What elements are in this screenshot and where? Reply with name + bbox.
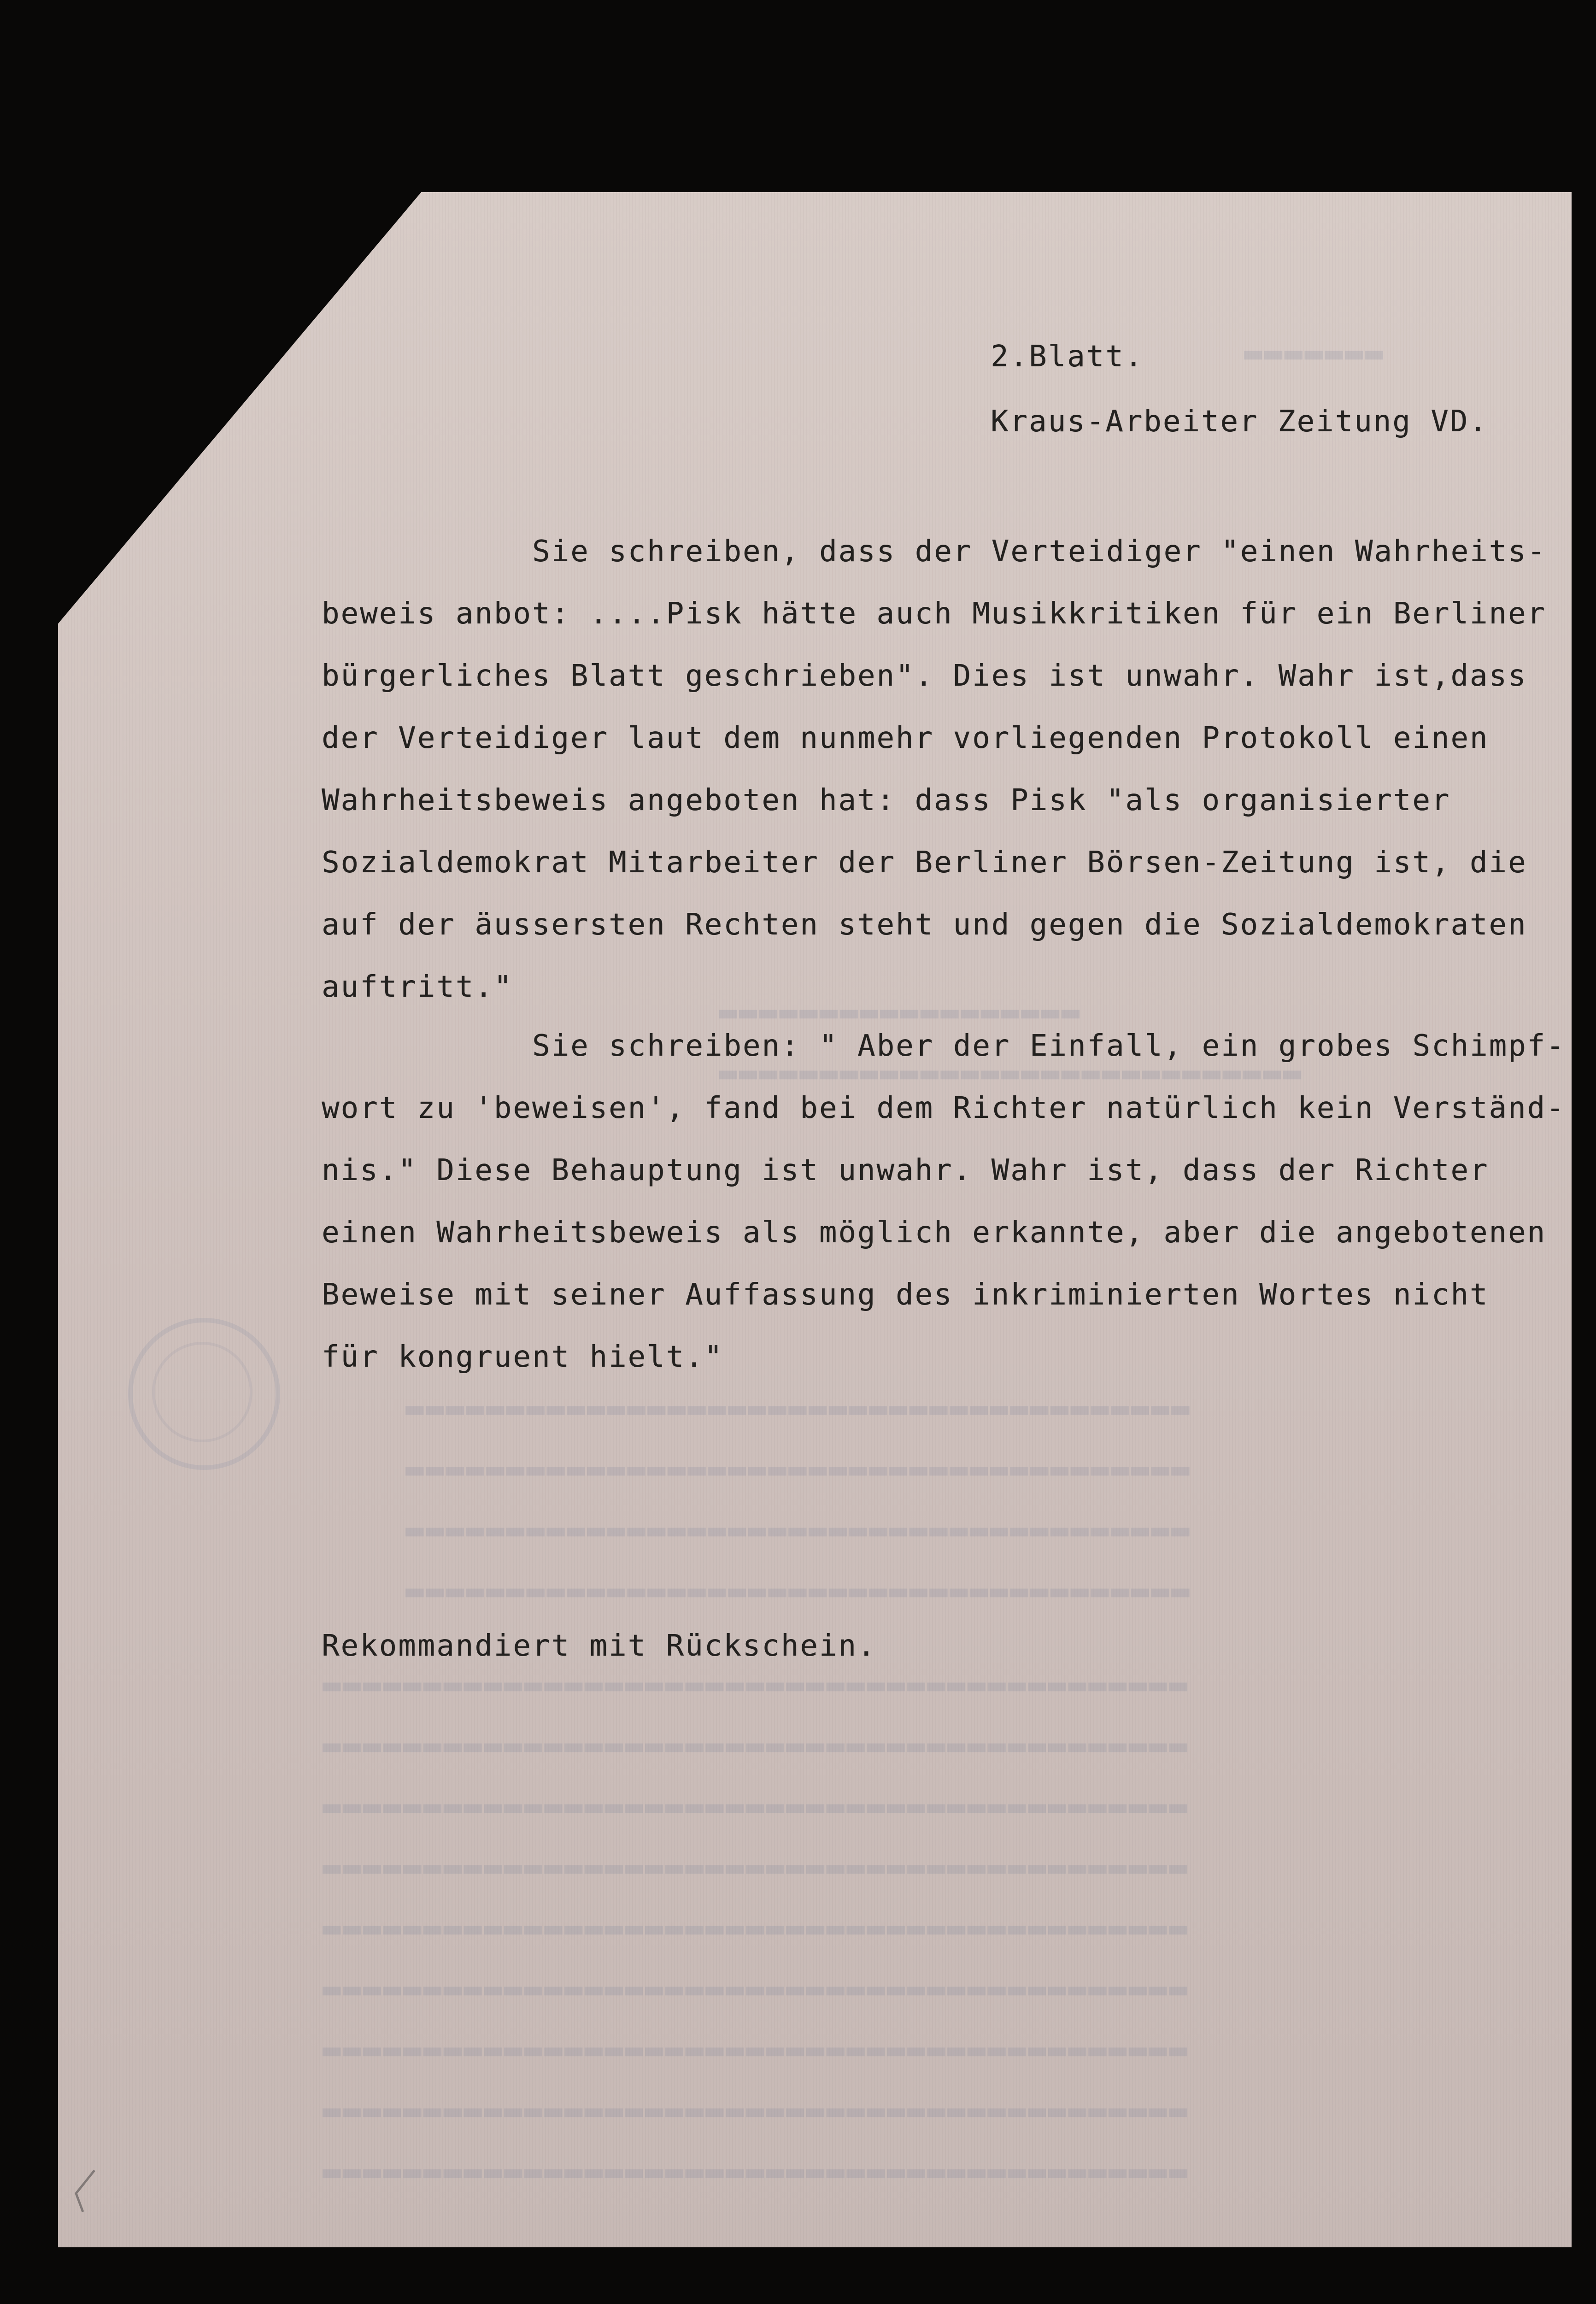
registered-mail-note: Rekommandiert mit Rückschein. <box>322 1629 877 1663</box>
paragraph-2-line: Sie schreiben: " Aber der Einfall, ein grobes Schimpf- <box>532 1029 1566 1063</box>
paragraph-2-line: wort zu 'beweisen', fand bei dem Richter natürlich kein Verständ- <box>322 1091 1566 1125</box>
bleed-through-text: ▬▬▬▬▬▬▬▬▬▬▬▬▬▬▬▬▬▬▬▬▬▬▬▬▬▬▬▬▬▬▬▬▬▬▬▬▬▬▬▬▬▬▬ ▬▬▬▬▬▬▬▬▬▬▬▬▬▬▬▬▬▬▬▬▬▬▬▬▬▬▬▬▬▬▬▬▬▬▬▬▬▬▬▬▬▬▬ ▬▬▬▬▬▬▬▬▬▬▬▬▬▬▬▬▬▬▬▬▬▬▬▬▬▬▬▬▬▬▬▬▬▬▬▬▬▬▬▬▬▬▬ ▬▬▬▬▬▬▬▬▬▬▬▬▬▬▬▬▬▬▬▬▬▬▬▬▬▬▬▬▬▬▬▬▬▬▬▬▬▬▬▬▬▬▬ ▬▬▬▬▬▬▬▬▬▬▬▬▬▬▬▬▬▬▬▬▬▬▬▬▬▬▬▬▬▬▬▬▬▬▬▬▬▬▬▬▬▬▬ ▬▬▬▬▬▬▬▬▬▬▬▬▬▬▬▬▬▬▬▬▬▬▬▬▬▬▬▬▬▬▬▬▬▬▬▬▬▬▬▬▬▬▬ ▬▬▬▬▬▬▬▬▬▬▬▬▬▬▬▬▬▬▬▬▬▬▬▬▬▬▬▬▬▬▬▬▬▬▬▬▬▬▬▬▬▬▬ ▬▬▬▬▬▬▬▬▬▬▬▬▬▬▬▬▬▬▬▬▬▬▬▬▬▬▬▬▬▬▬▬▬▬▬▬▬▬▬▬▬▬▬ ▬▬▬▬▬▬▬▬▬▬▬▬▬▬▬▬▬▬▬▬▬▬▬▬▬▬▬▬▬▬▬▬▬▬▬▬▬▬▬▬▬▬▬ <box>323 1667 1189 2189</box>
paragraph-2-line: für kongruent hielt." <box>322 1340 724 1374</box>
paragraph-1-line: der Verteidiger laut dem nunmehr vorliegenden Protokoll einen <box>322 721 1489 755</box>
paragraph-1-line: auf der äussersten Rechten steht und gegen die Sozialdemokraten <box>322 908 1527 942</box>
paragraph-2-line: einen Wahrheitsbeweis als möglich erkannte, aber die angebotenen <box>322 1216 1546 1250</box>
sheet-number: 2.Blatt. <box>991 340 1144 374</box>
bleed-through-text: ▬▬▬▬▬▬▬ <box>1244 335 1385 370</box>
bleed-through-text: ▬▬▬▬▬▬▬▬▬▬▬▬▬▬▬▬▬▬▬▬▬▬▬▬▬▬▬▬▬▬▬▬▬▬▬▬▬▬▬ ▬▬▬▬▬▬▬▬▬▬▬▬▬▬▬▬▬▬▬▬▬▬▬▬▬▬▬▬▬▬▬▬▬▬▬▬▬▬▬ ▬▬▬▬▬▬▬▬▬▬▬▬▬▬▬▬▬▬▬▬▬▬▬▬▬▬▬▬▬▬▬▬▬▬▬▬▬▬▬ ▬▬▬▬▬▬▬▬▬▬▬▬▬▬▬▬▬▬▬▬▬▬▬▬▬▬▬▬▬▬▬▬▬▬▬▬▬▬▬ <box>405 1390 1191 1608</box>
paragraph-1-line: Wahrheitsbeweis angeboten hat: dass Pisk "als organisierter <box>322 783 1451 817</box>
paragraph-1-line: Sie schreiben, dass der Verteidiger "einen Wahrheits- <box>532 535 1547 569</box>
paragraph-1-line: bürgerliches Blatt geschrieben". Dies ist unwahr. Wahr ist,dass <box>322 659 1527 693</box>
document-reference: Kraus-Arbeiter Zeitung VD. <box>991 405 1488 439</box>
bleed-through-text: ▬▬▬▬▬▬▬▬▬▬▬▬▬▬▬▬▬▬ ▬▬▬▬▬▬▬▬▬▬▬▬▬▬▬▬▬▬▬▬▬▬▬▬▬▬▬▬▬ <box>719 994 1303 1090</box>
pencil-mark-icon <box>67 2166 141 2221</box>
paragraph-1-line: beweis anbot: ....Pisk hätte auch Musikkritiken für ein Berliner <box>322 597 1546 631</box>
paragraph-2-line: Beweise mit seiner Auffassung des inkriminierten Wortes nicht <box>322 1278 1489 1312</box>
postmark-stamp-ring <box>152 1342 252 1442</box>
paragraph-1-line: auftritt." <box>322 970 513 1004</box>
paragraph-1-line: Sozialdemokrat Mitarbeiter der Berliner Börsen-Zeitung ist, die <box>322 846 1527 880</box>
paragraph-2-line: nis." Diese Behauptung ist unwahr. Wahr ist, dass der Richter <box>322 1153 1489 1187</box>
